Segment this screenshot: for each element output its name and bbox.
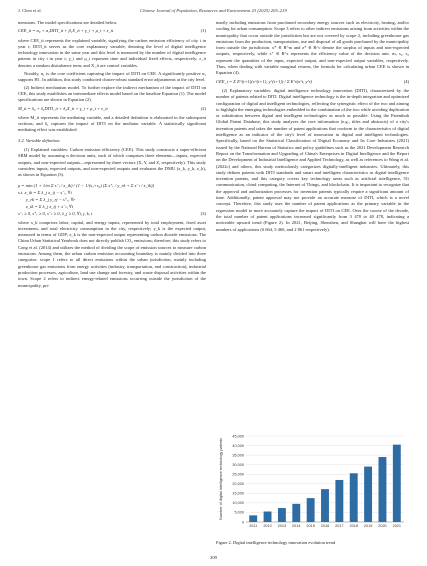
x-tick-label: 2011 bbox=[249, 524, 258, 528]
section-heading: 3.2. Variable definition bbox=[18, 137, 60, 143]
page-number: 209 bbox=[210, 555, 217, 560]
bar bbox=[364, 467, 372, 522]
y-tick-label: 40,000 bbox=[232, 443, 244, 448]
x-tick-label: 2019 bbox=[363, 524, 373, 528]
y-tick-label: 0 bbox=[241, 520, 244, 525]
x-tick-label: 2012 bbox=[263, 524, 272, 528]
y-tick-label: 20,000 bbox=[232, 482, 244, 487]
equation-2: M_it = δ₀ + δ₁DITI_it + δ₂X_it + γ_i + μ_t + ε_it (2) bbox=[18, 105, 206, 111]
x-tick-label: 2020 bbox=[378, 524, 387, 528]
figure-caption: Figure 2. Digital intelligence technology innovation evolution trend bbox=[216, 540, 336, 545]
x-tick-label: 2017 bbox=[335, 524, 344, 528]
equation-1: CEE_it = α₀ + α₁DITI_it + β₁X_it + γ_i + μ_t + ε_it (1) bbox=[18, 28, 206, 34]
bar bbox=[379, 457, 387, 522]
paragraph: mensions. The model specifications are detailed below. bbox=[18, 20, 118, 25]
y-tick-label: 25,000 bbox=[232, 472, 244, 477]
y-tick-label: 5,000 bbox=[234, 510, 244, 515]
bar bbox=[350, 473, 358, 522]
bar bbox=[393, 445, 401, 522]
y-tick-label: 35,000 bbox=[232, 453, 244, 458]
left-column bbox=[18, 20, 206, 290]
header-authors: J. Chen et al. bbox=[18, 8, 42, 13]
bar bbox=[292, 504, 300, 522]
x-tick-label: 2014 bbox=[292, 524, 301, 528]
bar bbox=[249, 515, 257, 522]
header-journal: Chinese Journal of Population, Resources and Environment 23 (2025) 205–219 bbox=[140, 8, 287, 13]
bar bbox=[278, 508, 286, 522]
bar bbox=[335, 480, 343, 522]
x-tick-label: 2013 bbox=[277, 524, 287, 528]
x-tick-label: 2015 bbox=[306, 524, 315, 528]
paragraph: marily including emissions from purchased secondary energy sources such as electricity, heating, and/or cooling for urban consumption. Scope 3 refers to other indirect emissions arising from activities within the municipality that occur outside the jurisdiction but are not covered by scope 2, including greenhouse gas emissions from the production, transportation, use and disposal of all goods purchased by the municipality from outside the jurisdiction. x* ∈ R^m and z* ∈ R^c denote the surplus of inputs and non-expected outputs, respectively, while s⁺ ∈ R^s represents the efficiency value of the decision unit. m, s₁, s₂ represent the quantities of the input, expected output, and non-expected output variables, respectively. Thus, when dealing with variable marginal returns, the formula for calculating urban CEE is shown in Equation (4). bbox=[216, 20, 409, 76]
paragraph: (1) Explained variables: Carbon emission efficiency (CEE). This study constructs a super-efficient SBM model by assuming n decision units, each of which comprises three elements—inputs, expected outputs, and non-expected outputs—represented by three vectors (X, Y, and Z, respectively). This study considers inputs, expected outputs, and non-expected outputs and evaluates the DMU (x_k, y_k, z_k), as shown in Equation (3). bbox=[18, 147, 206, 178]
x-tick-label: 2021 bbox=[392, 524, 402, 528]
y-tick-label: 45,000 bbox=[232, 434, 244, 439]
paragraph: where M_it represents the mediating variable, and a detailed definition is elaborated in the subsequent sections; and δ₁ captures the impact of DITI on the mediator variable. A statistically significant mediating effect was established. bbox=[18, 114, 206, 133]
y-tick-label: 10,000 bbox=[232, 501, 244, 506]
paragraph: where CEE_it represents the explained variable, signifying the carbon emission efficiency of city i in year t; DITI_it serves as the core explanatory variable, denoting the level of digital intelligence technology innovation in the same year and this level is measured by the number of digital intelligence patents in city i in year t; γ_i and μ_t represent time and individual fixed effects, respectively; ε_it denotes a random disturbance term; and X_it are control variables. bbox=[18, 37, 206, 68]
x-tick-label: 2018 bbox=[349, 524, 358, 528]
paragraph: (2) Explanatory variables: digital intelligence technology innovation (DITI), characterized by the number of patents related to DITI. Digital intelligence technology is the in-depth integration and optimized configuration of digital and intelligent technologies, reflecting the synergistic effect of the two and aiming to highlight the emerging technologies embedded in the combination of the two while avoiding duplication or substitution between digital and intelligent technologies as much as possible. Using the Patentbuh Global Patent Database, this study analyzes the core information (e.g., titles and abstracts) of a city's invention patents and takes the number of patent applications that conform to the characteristics of digital intelligence as an indicator of the city's level of innovation in digital and intelligent technologies. Specifically, based on the Statistical Classification of Digital Economy and Its Core Industries (2021) issued by the National Bureau of Statistics and policy guidelines such as the 2021 Development Research Report on the Transformation and Upgrading of China's Enterprises in Digital Intelligence and the Report on the Development of Industrial Intelligence and Applied Technology, as well as references to Wang et al. (2022c) and others, this study meticulously categorizes digitally-intelligent industries. Ultimately, this study defines patents with DITI standards and smart and intelligent characteristics as digital intelligence invention patents, and this category covers key technology areas such as artificial intelligence, 5G communication, cloud computing, the Internet of Things, and blockchain. It is important to recognize that the approval and authorization processes for invention patents typically require a significant amount of time. Additionally, patent approval may not provide an accurate measure of DITI, which is a novel concept. Therefore, this study uses the number of patent applications as the primary variable in the regression model to more accurately capture the impact of DITI on CEE. Over the course of the decade, the total number of patent applications increased significantly from 3 470 to 40 478, indicating a noticeable upward trend (Figure 2). In 2021, Beijing, Shenzhen, and Shanghai will have the highest numbers of applications (6 664, 5 460, and 2 861 respectively). bbox=[216, 87, 409, 232]
running-header bbox=[18, 8, 409, 18]
paragraph: where x_k comprises labor, capital, and energy inputs, represented by total employment, fixed asset investment, and total electricity consumption in the city, respectively; y_k is the expected output, measured in terms of GDP; z_k is the non-expected output representing carbon dioxide emissions. The China Urban Statistical Yearbook does not directly publish CO₂ emissions; therefore, this study refers to Cong et al. (2014) and utilizes the method of dividing the scope of emission sources to measure carbon emissions. Among them, the urban carbon emission accounting boundary is mainly divided into three categories: scope 1 refers to all direct emissions within the urban jurisdiction, mainly including greenhouse gas emissions from energy activities (industry, transportation, and construction), industrial production processes, agriculture, land use change and forestry, and waste disposal activities within the town. Scope 2 refers to indirect energy-related emissions occurring outside the jurisdiction of the municipality, pri- bbox=[18, 219, 206, 288]
bar bbox=[307, 498, 315, 522]
y-tick-label: 15,000 bbox=[232, 491, 244, 496]
right-column bbox=[216, 20, 409, 234]
equation-4: CEE_t = Σ E^(t+1)(x^(t+1), y^(t+1)) / Σ E^t(x^t, y^t) (4) bbox=[216, 78, 409, 84]
y-axis-label: Number of digital intelligence technology patents bbox=[219, 438, 223, 520]
paragraph: (2) Indirect mechanism model. To further explore the indirect mechanism of the impact of DITI on CEE, this study establishes an intermediate effects model based on the baseline Equation (1). The model specifications are shown in Equation (2). bbox=[18, 84, 206, 103]
equation-3: ρ = min (1 + 1/m Σ s⁻ᵢ / x_ik) / (1 − 1/(s₁+s₂) (Σ s⁺ᵣ / y_rk + Σ s⁻ₜ / z_tk)) s.t. x_ik = Σ λ_j x_ij − s⁻ᵢ, ∀i y_rk = Σ λ_j y_rj − s⁺ᵣ, ∀r z_tk = Σ λ_j z_tj + s⁻ₜ, ∀t s⁻ᵢ ≥ 0, s⁺ᵣ ≥ 0, s⁻ₜ ≥ 0, λ_j ≥ 0, ∀i, j, k, t (3) bbox=[18, 182, 206, 216]
paragraph: Notably, α₁ is the core coefficient capturing the impact of DITI on CEE. A significantly positive α₁ supports H1. In addition, this study conducted cluster-robust standard error adjustments at the city level. bbox=[18, 70, 206, 82]
patent-bar-chart bbox=[216, 430, 409, 538]
bar bbox=[264, 511, 272, 522]
x-tick-label: 2016 bbox=[320, 524, 330, 528]
y-tick-label: 30,000 bbox=[232, 462, 244, 467]
bar bbox=[321, 489, 329, 522]
